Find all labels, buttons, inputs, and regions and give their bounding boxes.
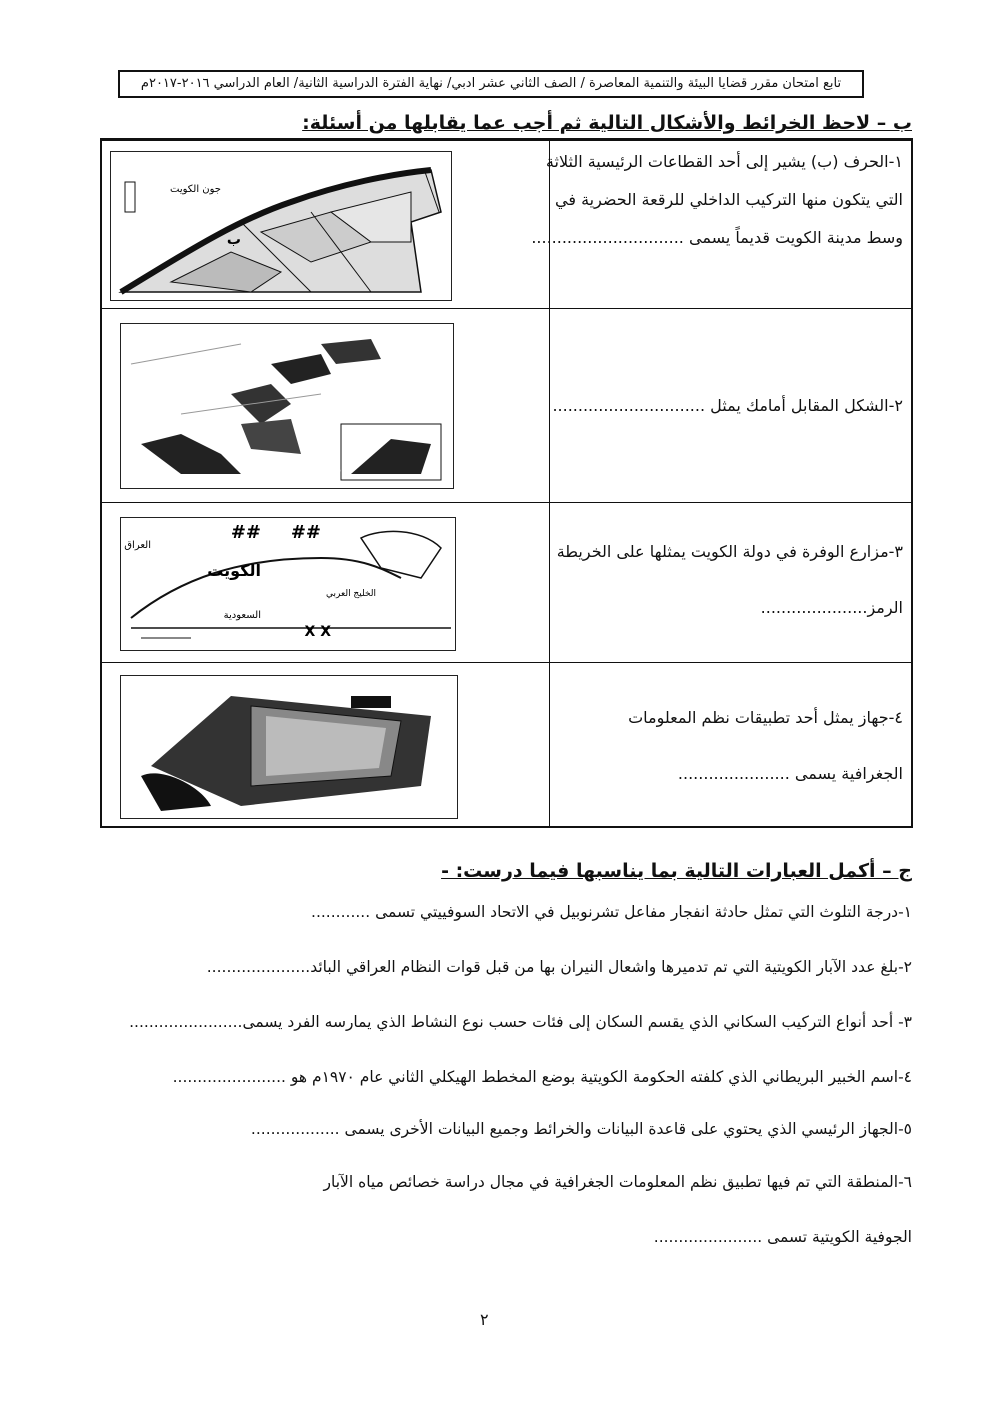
question-4-line-1: ٤-جهاز يمثل أحد تطبيقات نظم المعلومات (628, 708, 903, 727)
table-row (102, 502, 911, 663)
question-1-text (483, 143, 903, 257)
gps-device-image (120, 675, 458, 819)
symbol-hash: ## (230, 522, 261, 543)
urban-growth-figure-drawing (121, 324, 453, 488)
table-row (102, 308, 911, 503)
symbol-x: X X (304, 624, 331, 640)
questions-table (100, 138, 913, 828)
section-j-title: ج – أكمل العبارات التالية بما يناسبها فيما درست: - (441, 860, 912, 882)
completion-item: ٥-الجهاز الرئيسي الذي يحتوي على قاعدة البيانات والخرائط وجميع البيانات الأخرى يسمى .................. (250, 1120, 912, 1138)
completion-item: الجوفية الكويتية تسمى ...................... (653, 1228, 912, 1246)
question-4-text (483, 699, 903, 793)
completion-item: ٣- أحد أنواع التركيب السكاني الذي يقسم السكان إلى فئات حسب نوع النشاط الذي يمارسه الفرد يسمى....................... (129, 1013, 912, 1031)
question-1-line-2: التي يتكون منها التركيب الداخلي للرقعة الحضرية في (555, 190, 903, 209)
map-letter-label: ب (226, 232, 241, 248)
page-number: ٢ (480, 1310, 489, 1329)
question-3-line-1: ٣-مزارع الوفرة في دولة الكويت يمثلها على الخريطة (556, 542, 903, 561)
completion-item: ١-درجة التلوث التي تمثل حادثة انفجار مفاعل تشرنوبيل في الاتحاد السوفييتي تسمى ............ (311, 903, 912, 921)
question-3-text (483, 533, 903, 627)
symbol-hash-2: ## (290, 522, 321, 543)
question-1-line-1: ١-الحرف (ب) يشير إلى أحد القطاعات الرئيسية الثلاثة (545, 152, 903, 171)
completion-item: ٢-بلغ عدد الآبار الكويتية التي تم تدميرها واشعال النيران بها من قبل قوات النظام العراقي البائد..................... (206, 958, 912, 976)
iraq-label: العراق (124, 540, 151, 551)
completion-item: ٤-اسم الخبير البريطاني الذي كلفته الحكومة الكويتية بوضع المخطط الهيكلي الثاني عام ١٩٧٠م هو ....................... (172, 1068, 912, 1086)
kuwait-map-drawing (121, 518, 455, 650)
urban-growth-figure (120, 323, 454, 489)
exam-header: تابع امتحان مقرر قضايا البيئة والتنمية المعاصرة / الصف الثاني عشر ادبي/ نهاية الفترة الدراسية الثانية/ العام الدراسي ٢٠١٦-٢٠١٧م (118, 70, 864, 98)
question-2-line-1: ٢-الشكل المقابل أمامك يمثل .............................. (552, 396, 903, 415)
question-3-line-2: الرمز..................... (760, 598, 903, 617)
question-4-line-2: الجغرافية يسمى ...................... (677, 764, 903, 783)
table-row (102, 140, 911, 309)
kuwait-map (120, 517, 456, 651)
map-sea-label: جون الكويت (170, 184, 221, 195)
kuwait-city-map-drawing (111, 152, 451, 300)
kuwait-city-map (110, 151, 452, 301)
section-b-title: ب – لاحظ الخرائط والأشكال التالية ثم أجب عما يقابلها من أسئلة: (302, 112, 912, 134)
question-2-text (483, 387, 903, 425)
gulf-label: الخليج العربي (326, 589, 376, 599)
table-row (102, 662, 911, 827)
question-1-line-3: وسط مدينة الكويت قديماً يسمى .............................. (531, 228, 903, 247)
gps-device-icon (121, 676, 457, 818)
kuwait-label: الكويت (207, 561, 261, 580)
saudi-label: السعودية (223, 610, 261, 621)
figure-year-label: 2003 (324, 467, 347, 477)
completion-item: ٦-المنطقة التي تم فيها تطبيق نظم المعلومات الجغرافية في مجال دراسة خصائص مياه الآبار (323, 1173, 912, 1191)
